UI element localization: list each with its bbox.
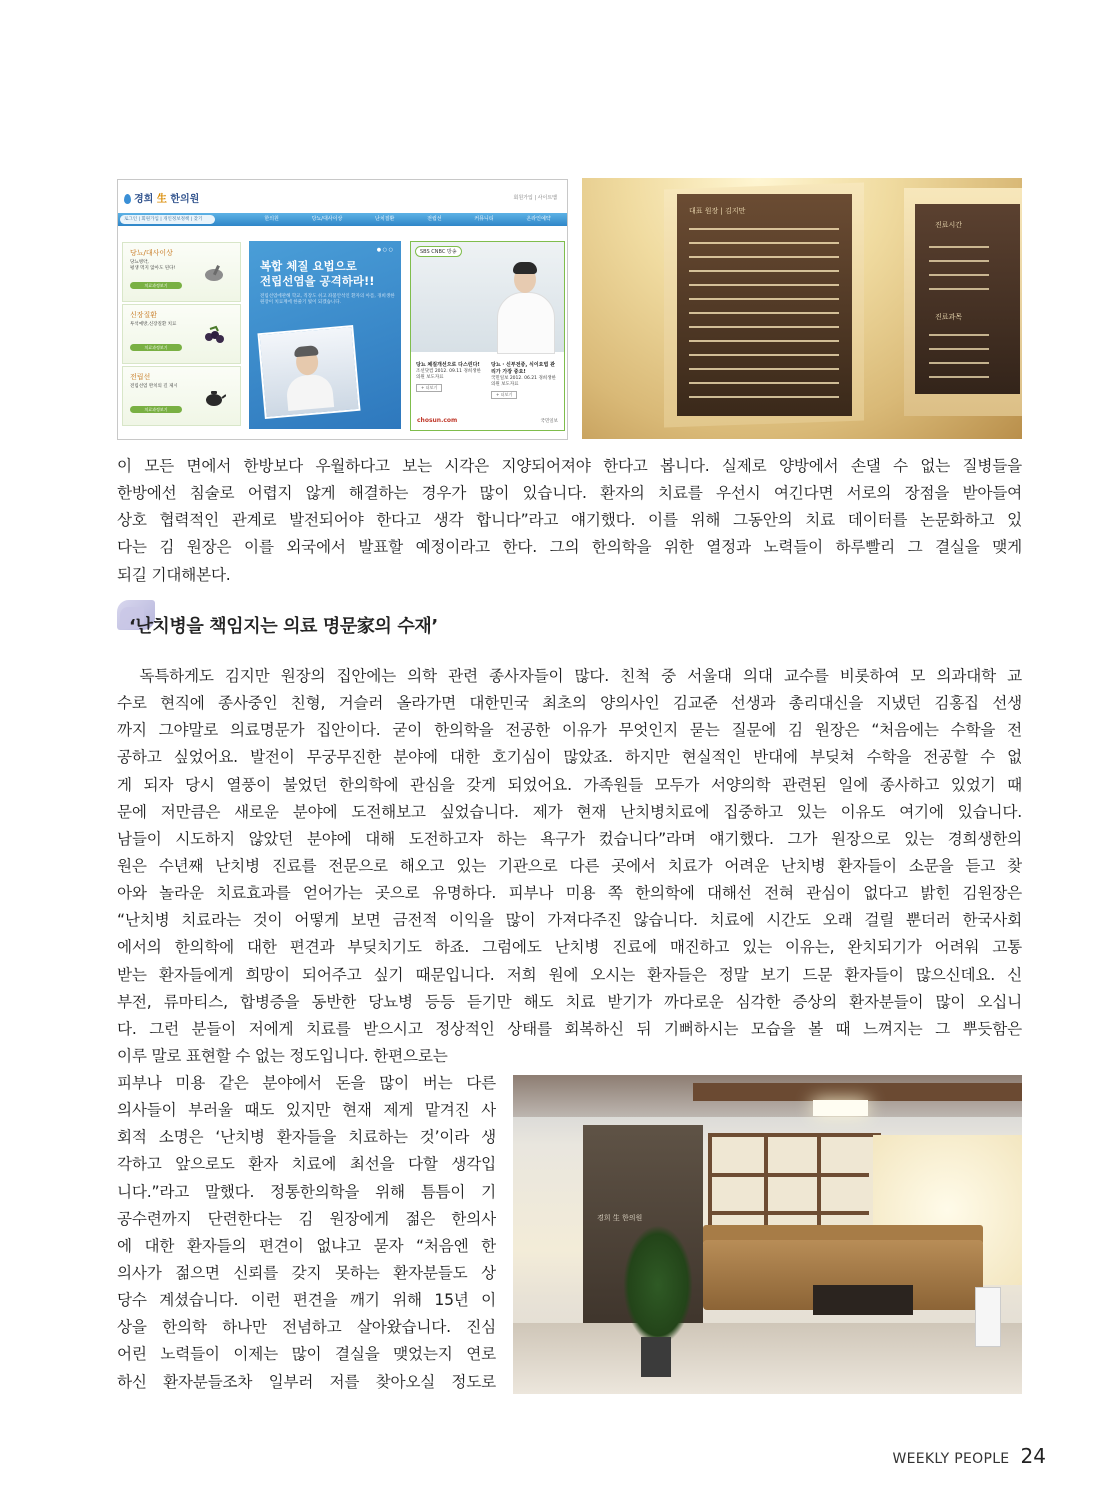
site-side-card — [122, 242, 241, 302]
site-menu — [248, 213, 567, 226]
text-line: 공하고 싶었어요. 발전이 무궁무진한 분야에 대한 호기심이 많았죠. 하지만 현실적인 반대에 부딪쳐 수학을 전공할 수 없 — [117, 748, 1022, 767]
text-line: 의사들이 부러울 때도 있지만 현재 제게 맡겨진 사 — [117, 1101, 496, 1120]
section-title: ‘난치병을 책임지는 의료 명문家의 수재’ — [129, 616, 438, 637]
site-top-links: 회원가입 | 사이트맵 — [513, 195, 557, 201]
text-line: 이루 말로 표현할 수 없는 정도입니다. 한편으로는 — [117, 1046, 448, 1065]
text-line: 독특하게도 김지만 원장의 집안에는 의학 관련 종사자들이 많다. 친척 중 서울대 의대 교수를 비롯하여 모 의과대학 교 — [117, 667, 1022, 685]
side-card-title: 전립선 — [130, 373, 151, 381]
side-card-button: 치료과정보기 — [130, 406, 182, 413]
logo-sang: 生 — [156, 194, 167, 205]
text-line: 어린 노력들이 이제는 많이 결실을 맺었는지 연로 — [117, 1345, 496, 1364]
side-card-desc: 전립선염 완치의 길 제시 — [130, 384, 178, 389]
berries-icon — [202, 325, 226, 345]
news-text: 조선닷컴 2012. 09.11 경희생한의원 보도자료 — [416, 369, 481, 380]
subjects-title: 진료과목 — [935, 313, 963, 321]
text-line: 아와 놀라운 치료효과를 얻어가는 곳으로 유명하다. 피부나 미용 쪽 한의학에 대해선 전혀 관심이 없다고 밝힌 김원장은 — [117, 884, 1022, 903]
site-logo — [124, 190, 199, 205]
site-news-panel — [410, 241, 565, 431]
main-paragraph — [117, 663, 1022, 1070]
text-line: 이 모든 면에서 한방보다 우월하다고 보는 시각은 지양되어져야 한다고 봅니다. 실제로 양방에서 손댈 수 없는 질병들을 — [117, 457, 1022, 475]
text-line: 받는 환자들에게 희망이 되어주고 싶기 때문입니다. 저희 원에 오시는 환자들은 정말 보기 드문 환자들이 많으신데요. 신 — [117, 965, 1022, 984]
website-screenshot — [117, 179, 568, 440]
page-number: 24 — [1020, 1444, 1046, 1468]
news-title: 당뇨 · 신부전증, 식이요법 관리가 가장 중요! — [491, 362, 555, 375]
text-line: 상을 한의학 하나만 전념하고 살아왔습니다. 진심 — [117, 1318, 496, 1337]
text-line: 되길 기대해본다. — [117, 565, 231, 584]
plaque-title: 대표 원장 | 김지만 — [689, 207, 746, 215]
news-text: 국민일보 2012. 06.21 경희생한의원 보도자료 — [491, 376, 556, 387]
side-card-desc: 투석예방,신장질환 치료 — [130, 322, 177, 327]
hours-title: 진료시간 — [935, 221, 963, 229]
text-line: 공수련까지 단련한다는 김 원장에게 젊은 한의사 — [117, 1209, 496, 1228]
news-more: + 더보기 — [491, 391, 517, 399]
text-line: 부전, 류마티스, 합병증을 동반한 당뇨병 등등 듣기만 해도 치료 받기가 까다로운 심각한 증상의 환자분들이 많이 오십니 — [117, 992, 1022, 1011]
logo-text: 경희 — [134, 194, 154, 205]
site-menu-item: 온라인예약 — [526, 216, 551, 222]
text-line: 한방에선 침술로 어렵지 않게 해결하는 경우가 많이 있습니다. 환자의 치료를 우선시 여긴다면 서로의 장점을 받아들여 — [117, 484, 1022, 503]
banner-headline-line: 복합 체질 요법으로 — [260, 259, 357, 273]
text-line: 하신 환자분들조차 일부러 저를 찾아오실 정도로 — [117, 1372, 496, 1391]
text-line: “난치병 치료라는 것이 어떻게 보면 금전적 이익을 많이 가져다주진 않습니다. 치료에 시간도 오래 걸릴 뿐더러 한국사회 — [117, 911, 1022, 930]
kukmin-logo: 국민일보 — [540, 419, 558, 424]
site-menu-item: 당뇨/대사이상 — [311, 216, 343, 222]
air-purifier — [975, 1287, 1001, 1347]
site-menu-item: 한의원 — [264, 216, 279, 222]
hours-plaque — [915, 204, 1020, 394]
intro-paragraph — [117, 453, 1022, 589]
clinic-wall-photo — [582, 178, 1022, 439]
logo-tail: 한의원 — [170, 194, 200, 205]
text-line: 까지 그야말로 의료명문가 집안이다. 굳이 한의학을 전공한 이유가 무엇인지 묻는 질문에 김 원장은 “처음에는 수학을 전 — [117, 721, 1022, 740]
site-breadcrumb: 로그인 | 회원가입 | 개인정보정책 | 찾기 — [120, 215, 215, 224]
magazine-name: WEEKLY PEOPLE — [892, 1451, 1010, 1467]
banner-subtext: 전립선염에관해 학교, 직장도 쉬고 좌불안석인 환자의 아픔, 경희생한 원장이 치료계에 한줄기 빛이 되겠습니다. — [260, 294, 395, 305]
site-menu-item: 커뮤니티 — [474, 216, 494, 222]
text-line: 의사가 젊으면 신뢰를 갖지 못하는 환자분들도 상 — [117, 1263, 496, 1282]
text-line: 에 대한 환자들의 편견이 없냐고 묻자 “처음엔 한 — [117, 1236, 496, 1255]
banner-headline — [260, 259, 400, 289]
mortar-icon — [202, 263, 226, 283]
site-main-banner — [249, 241, 401, 429]
site-side-card — [122, 366, 241, 426]
site-menu-item: 전립선 — [427, 216, 442, 222]
text-line: 원은 수년째 난치병 진료를 전문으로 해오고 있는 기관으로 다른 곳에서 치료가 어려운 난치병 환자들이 소문을 듣고 찾 — [117, 856, 1022, 875]
carousel-dots-icon: ● ○ ○ — [376, 247, 393, 253]
news-column — [416, 362, 482, 392]
news-title: 당뇨 체질개선으로 다스린다! — [416, 362, 480, 368]
text-line: 에서의 한의학에 대한 편견과 부딪치기도 하죠. 그럼에도 난치병 진료에 매진하고 있는 이유는, 완치되기가 어려워 고통 — [117, 938, 1022, 957]
side-card-desc: 당뇨병약, 평생 먹지 않아도 된다! — [130, 260, 176, 271]
news-column — [491, 362, 557, 399]
side-card-button: 치료과정보기 — [130, 344, 182, 351]
text-line: 남들이 시도하지 않았던 분야에 대해 도전하고자 하는 욕구가 컸습니다”라며 얘기했다. 그가 원장으로 있는 경희생한의 — [117, 829, 1022, 848]
text-line: 다는 김 원장은 이를 외국에서 발표할 예정이라고 한다. 그의 한의학을 위한 열정과 노력들이 하루빨리 그 결실을 맺게 — [117, 538, 1022, 557]
site-nav-bar — [118, 213, 567, 226]
left-column-paragraph — [117, 1070, 496, 1396]
text-line: 상호 협력적인 관계로 발전되어야 한다고 생각 합니다”라고 얘기했다. 이를 위해 그동안의 치료 데이터를 논문화하고 있 — [117, 511, 1022, 530]
banner-headline-line: 전립선염을 공격하라!! — [260, 274, 375, 288]
side-card-button: 치료과정보기 — [130, 282, 182, 289]
side-card-title: 당뇨/대사이상 — [130, 249, 173, 257]
text-line: 니다.”라고 말했다. 정통한의학을 위해 틈틈이 기 — [117, 1182, 496, 1201]
text-line: 당수 계셨습니다. 이런 편견을 깨기 위해 15년 이 — [117, 1291, 496, 1310]
news-video — [411, 242, 564, 352]
news-more: + 더보기 — [416, 384, 442, 392]
director-plaque — [677, 194, 852, 416]
text-line: 각하고 앞으로도 환자 치료에 최선을 다할 생각입 — [117, 1155, 496, 1174]
drop-logo-icon — [124, 194, 131, 204]
potted-plant — [623, 1225, 693, 1345]
text-line: 문에 저만큼은 새로운 분야에 도전해보고 싶었습니다. 제가 현재 난치병치료에 집중하고 있는 이유도 여기에 있습니다. — [117, 802, 1022, 821]
sbs-badge: SBS CNBC 방송 — [415, 246, 462, 257]
teapot-icon — [202, 387, 226, 407]
text-line: 게 되자 당시 열풍이 불었던 한의학에 관심을 갖게 되었어요. 가족원들 모두가 서양의학 관련된 일에 종사하고 있었기 때 — [117, 775, 1022, 794]
site-side-card — [122, 304, 241, 364]
text-line: 회적 소명은 ‘난치병 환자들을 치료하는 것’이라 생 — [117, 1128, 496, 1147]
lobby-sign-text: 경희 生 한의원 — [597, 1214, 643, 1222]
site-menu-item: 난치질환 — [375, 216, 395, 222]
side-card-title: 신장질환 — [130, 311, 158, 319]
text-line: 피부나 미용 같은 분야에서 돈을 많이 버는 다른 — [117, 1074, 496, 1092]
clinic-lobby-photo — [513, 1075, 1022, 1394]
page-footer — [893, 1444, 1047, 1468]
text-line: 수로 현직에 종사중인 친형, 거슬러 올라가면 대한민국 최초의 양의사인 김교준 선생과 총리대신을 지냈던 김홍집 선생 — [117, 694, 1022, 713]
chosun-logo: chosun.com — [417, 417, 458, 424]
banner-doctor-photo — [257, 325, 360, 419]
coffee-table — [813, 1285, 913, 1315]
text-line: 다. 그런 분들이 저에게 치료를 받으시고 정상적인 상태를 회복하신 뒤 기뻐하시는 모습을 볼 때 느껴지는 그 뿌듯함은 — [117, 1019, 1022, 1038]
